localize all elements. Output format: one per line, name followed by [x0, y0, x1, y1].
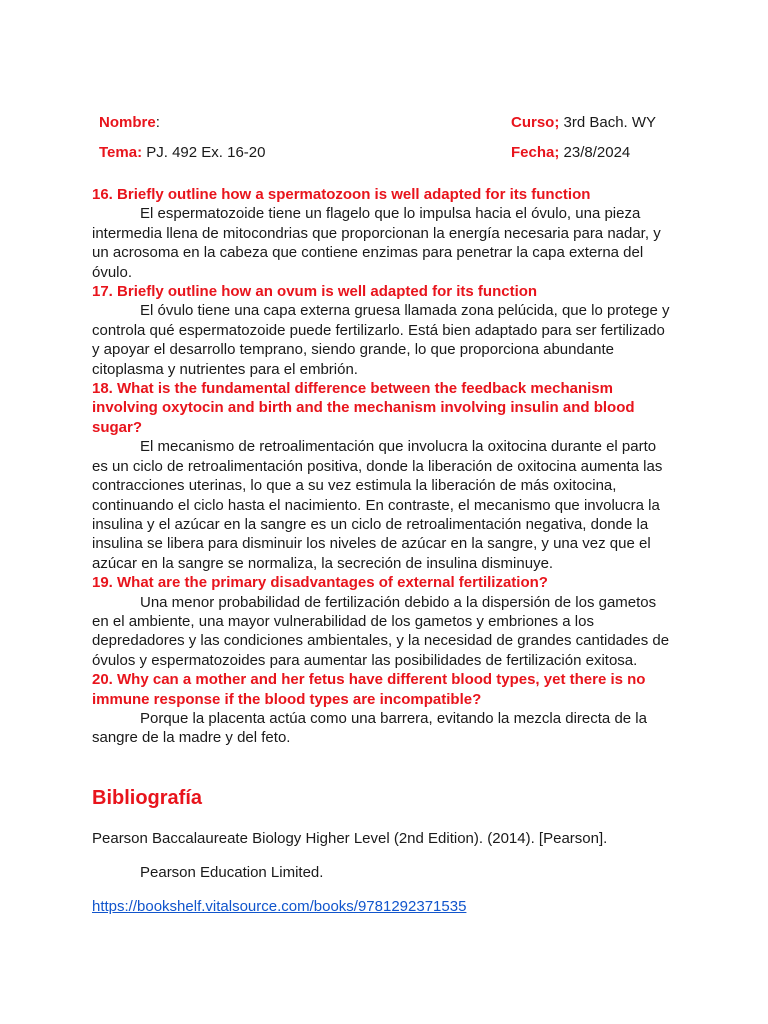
questions-section — [92, 185, 676, 748]
answer-19: Una menor probabilidad de fertilización debido a la dispersión de los gametos en el ambiente, una mayor vulnerabilidad de los gametos y embriones a los depredadores y las condiciones ambientales, y la necesidad de grandes cantidades de óvulos y espermatozoides para aumentar las posibilidades de fertilización exitosa. — [92, 593, 670, 669]
nombre-field — [99, 113, 160, 133]
question-19: 19. What are the primary disadvantages of external fertilization? — [92, 574, 548, 592]
tema-field — [99, 143, 265, 163]
answer-18: El mecanismo de retroalimentación que involucra la oxitocina durante el parto es un ciclo de retroalimentación positiva, donde la liberación de oxitocina aumenta las contracciones uterinas, lo que a su vez estimula la liberación de más oxitocina, continuando el ciclo hasta el nacimiento. En contraste, el mecanismo que involucra la insulina y el azúcar en la sangre es un ciclo de retroalimentación negativa, donde la insulina se libera para disminuir los niveles de azúcar en la sangre, y una vez que el azúcar en la sangre se normaliza, la secreción de insulina disminuye. — [92, 438, 663, 572]
answer-17: El óvulo tiene una capa externa gruesa llamada zona pelúcida, que lo protege y controla qué espermatozoide puede fertilizarlo. Está bien adaptado para ser fertilizado y apoyar el desarrollo temprano, siendo grande, lo que proporciona abundante citoplasma y nutrientes para el embrión. — [92, 302, 670, 378]
bibliography-reference-line2: Pearson Education Limited. — [140, 864, 324, 881]
bibliography-title: Bibliografía — [92, 787, 203, 809]
question-17: 17. Briefly outline how an ovum is well adapted for its function — [92, 283, 538, 301]
bibliography-reference-line1: Pearson Baccalaureate Biology Higher Level (2nd Edition). (2014). [Pearson]. — [92, 830, 608, 847]
curso-label: Curso; — [511, 114, 560, 131]
fecha-label: Fecha; — [511, 144, 560, 161]
curso-field — [511, 113, 656, 133]
tema-value: PJ. 492 Ex. 16-20 — [142, 144, 266, 161]
question-18: 18. What is the fundamental difference between the feedback mechanism involving oxytocin and birth and the mechanism involving insulin and blood sugar? — [92, 380, 635, 436]
answer-16: El espermatozoide tiene un flagelo que lo impulsa hacia el óvulo, una pieza intermedia llena de mitocondrias que proporcionan la energía necesaria para nadar, y un acrosoma en la cabeza que contiene enzimas para penetrar la capa externa del óvulo. — [92, 205, 661, 281]
fecha-value: 23/8/2024 — [559, 144, 631, 161]
fecha-field — [511, 143, 630, 163]
nombre-value: : — [155, 114, 160, 131]
tema-label: Tema: — [99, 144, 143, 161]
question-20: 20. Why can a mother and her fetus have different blood types, yet there is no immune response if the blood types are incompatible? — [92, 671, 646, 708]
question-16: 16. Briefly outline how a spermatozoon is well adapted for its function — [92, 186, 591, 203]
bibliography-link[interactable]: https://bookshelf.vitalsource.com/books/9781292371535 — [92, 898, 467, 915]
answer-20: Porque la placenta actúa como una barrera, evitando la mezcla directa de la sangre de la madre y del feto. — [92, 709, 647, 747]
nombre-label: Nombre — [99, 114, 156, 131]
curso-value: 3rd Bach. WY — [559, 114, 657, 131]
